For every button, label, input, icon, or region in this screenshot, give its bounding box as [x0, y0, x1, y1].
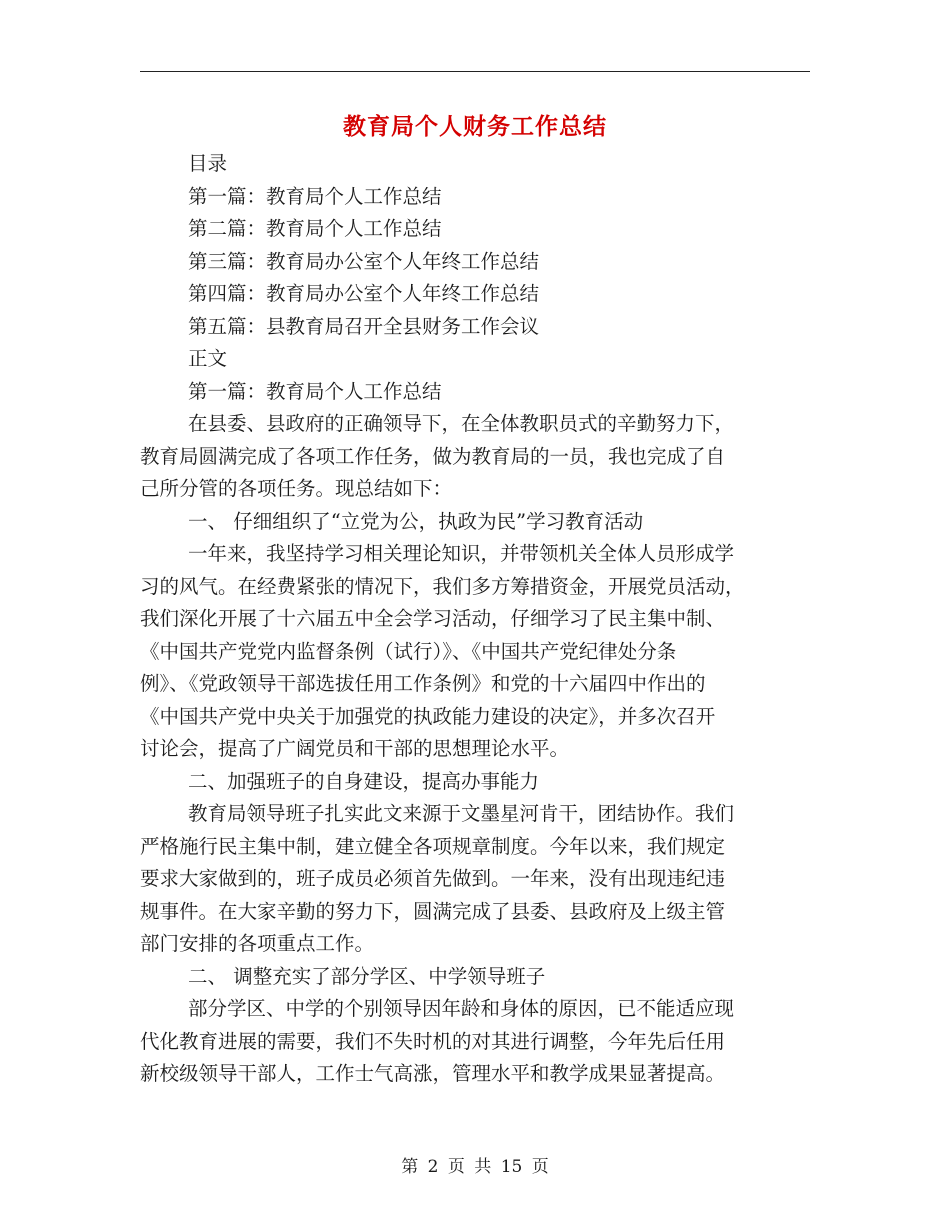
toc-item: 第一篇：教育局个人工作总结 — [188, 184, 442, 208]
document-title: 教育局个人财务工作总结 — [343, 114, 607, 140]
section-heading: 二、加强班子的自身建设，提高办事能力 — [188, 769, 540, 793]
paragraph-line: 习的风气。在经费紧张的情况下，我们多方筹措资金，开展党员活动， — [140, 574, 745, 598]
toc-item: 第三篇：教育局办公室个人年终工作总结 — [188, 249, 540, 273]
header-rule — [140, 71, 810, 72]
body-heading: 正文 — [188, 347, 228, 370]
chapter-heading: 第一篇：教育局个人工作总结 — [188, 379, 442, 403]
section-heading: 二、 调整充实了部分学区、中学领导班子 — [188, 964, 546, 988]
toc-item: 第四篇：教育局办公室个人年终工作总结 — [188, 282, 540, 305]
paragraph-line: 例》、《党政领导干部选拔任用工作条例》和党的十六届四中作出的 — [140, 672, 706, 695]
section-heading: 一、 仔细组织了“立党为公，执政为民”学习教育活动 — [188, 509, 644, 533]
paragraph-line: 严格施行民主集中制，建立健全各项规章制度。今年以来，我们规定 — [140, 834, 726, 858]
paragraph-line: 代化教育进展的需要，我们不失时机的对其进行调整，今年先后任用 — [140, 1029, 726, 1053]
paragraph-line: 部分学区、中学的个别领导因年龄和身体的原因，已不能适应现 — [188, 997, 735, 1020]
paragraph-line: 在县委、县政府的正确领导下，在全体教职员式的辛勤努力下， — [188, 412, 735, 435]
document-body — [140, 148, 810, 1091]
toc-item: 第五篇：县教育局召开全县财务工作会议 — [188, 314, 540, 338]
paragraph-line: 新校级领导干部人，工作士气高涨，管理水平和教学成果显著提高。 — [140, 1062, 726, 1085]
paragraph-line: 一年来，我坚持学习相关理论知识，并带领机关全体人员形成学 — [188, 542, 735, 565]
toc-heading: 目录 — [188, 152, 228, 175]
paragraph-line: 部门安排的各项重点工作。 — [140, 932, 375, 955]
paragraph-line: 《中国共产党中央关于加强党的执政能力建设的决定》，并多次召开 — [140, 704, 716, 728]
paragraph-line: 教育局圆满完成了各项工作任务，做为教育局的一员，我也完成了自 — [140, 444, 726, 468]
paragraph-line: 教育局领导班子扎实此文来源于文墨星河肯干，团结协作。我们 — [188, 802, 735, 825]
paragraph-line: 己所分管的各项任务。现总结如下： — [140, 477, 453, 500]
paragraph-line: 讨论会，提高了广阔党员和干部的思想理论水平。 — [140, 737, 570, 760]
toc-item: 第二篇：教育局个人工作总结 — [188, 217, 442, 240]
paragraph-line: 我们深化开展了十六届五中全会学习活动，仔细学习了民主集中制、 — [140, 607, 726, 630]
paragraph-line: 要求大家做到的，班子成员必须首先做到。一年来，没有出现违纪违 — [140, 867, 726, 890]
paragraph-line: 《中国共产党党内监督条例（试行）》、《中国共产党纪律处分条 — [140, 639, 677, 663]
paragraph-line: 规事件。在大家辛勤的努力下，圆满完成了县委、县政府及上级主管 — [140, 899, 726, 923]
page-footer: 第 2 页 共 15 页 — [401, 1157, 549, 1177]
